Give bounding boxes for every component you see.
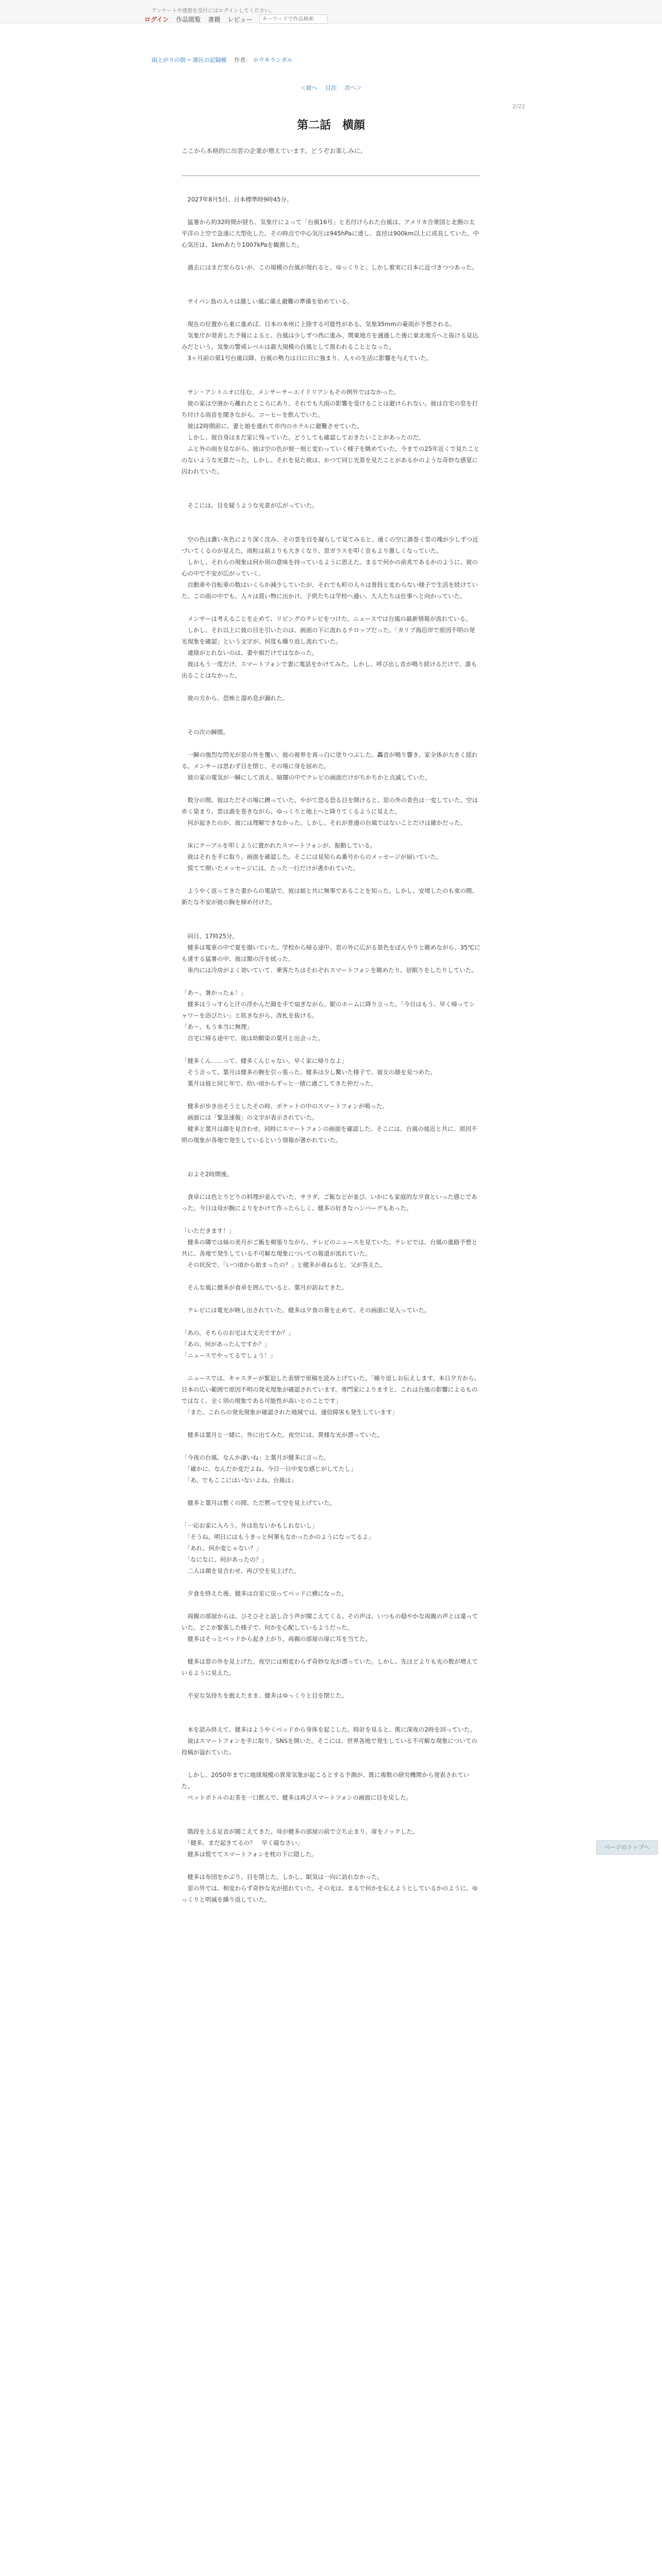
body-paragraph: そう言って、葉月は健多の腕を引っ張った。健多は少し驚いた様子で、彼女の顔を見つめた。 bbox=[181, 1069, 437, 1076]
body-paragraph: その次の瞬間。 bbox=[181, 728, 229, 736]
body-paragraph: 過去にはまだ至らないが、この規模の台風が現れると、ゆっくりと、しかし着実に日本に近づきつつあった。 bbox=[181, 264, 478, 271]
body-paragraph: 彼はもう一度だけ、スマートフォンで妻に電話をかけてみた。しかし、呼び出し音が鳴り続けるだけで、誰も出ることはなかった。 bbox=[181, 660, 477, 679]
body-paragraph: メンサーは考えることを止めて、リビングのテレビをつけた。ニュースでは台風の最新情報が流れている。 bbox=[181, 615, 472, 622]
blank-line bbox=[181, 704, 481, 715]
body-paragraph: 慌てて開いたメッセージには、たった一行だけが書かれていた。 bbox=[181, 865, 359, 872]
body-paragraph: 「また、これらの発光現象が確認された地域では、通信障害も発生しています」 bbox=[181, 1409, 398, 1416]
blank-line bbox=[181, 488, 481, 500]
blank-line bbox=[181, 1701, 481, 1713]
body-paragraph: 「今夜の台風、なんか凄いね」と葉月が健多に言った。 bbox=[181, 1454, 330, 1461]
blank-line bbox=[181, 1316, 481, 1327]
body-paragraph: 夕食を終えた後、健多は自室に戻ってベッドに横になった。 bbox=[181, 1590, 347, 1597]
body-paragraph: 彼の方から、恐怖と溜め息が漏れた。 bbox=[181, 694, 288, 702]
blank-line bbox=[181, 1440, 481, 1452]
body-paragraph: 自宅に帰る途中で、彼は幼馴染の葉月と出会った。 bbox=[181, 1035, 324, 1042]
novel-body bbox=[181, 194, 481, 1905]
body-paragraph: 健多は葉月と一緒に、外に出てみた。夜空には、異様な光が漂っていた。 bbox=[181, 1431, 383, 1438]
blank-line bbox=[181, 1180, 481, 1191]
body-paragraph: 「あの、そちらのお宅は大丈夫ですか？」 bbox=[181, 1329, 294, 1336]
body-paragraph: しかし、2050年までに地球規模の異常気象が起こるとする予測が、既に複数の研究機関から発表されていた。 bbox=[181, 1771, 470, 1790]
episode-pager bbox=[289, 83, 373, 92]
body-paragraph: 健多は慌ててスマートフォンを枕の下に隠した。 bbox=[181, 1851, 318, 1858]
blank-line bbox=[181, 1679, 481, 1690]
body-paragraph: 健多の隣では妹の美月がご飯を頬張りながら、テレビのニュースを見ていた。テレビでは、台風の進路予想と共に、各地で発生している不可解な現象についての報道が流れていた。 bbox=[181, 1239, 477, 1257]
work-title-link[interactable]: 雨上がりの街 ─ 港区の記録帳 bbox=[152, 57, 227, 63]
body-paragraph: 彼は2時間前に、妻と娘を連れて市内のホテルに避難させていた。 bbox=[181, 422, 363, 430]
body-paragraph: 「あ〜、暑かったぁ！」 bbox=[181, 989, 247, 996]
nav-works[interactable]: 作品閲覧 bbox=[176, 15, 201, 23]
blank-line bbox=[181, 364, 481, 375]
login-notice bbox=[152, 6, 275, 14]
body-paragraph: 彼はそれを手に取り、画面を確認した。そこには見知らぬ番号からのメッセージが届いていた。 bbox=[181, 853, 442, 860]
body-paragraph: サン・アントニオに住む、メンサーサーエイドリアンもその例外ではなかった。 bbox=[181, 388, 400, 396]
body-paragraph: 健多と葉月は顔を見合わせ、同時にスマートフォンの画面を確認した。そこには、台風の接近と共に、原因不明の現象が各地で発生しているという情報が書かれていた。 bbox=[181, 1125, 477, 1144]
blank-line bbox=[181, 976, 481, 987]
blank-line bbox=[181, 375, 481, 386]
blank-line bbox=[181, 1758, 481, 1769]
body-paragraph: 健多は窓の外を見上げた。夜空には相変わらず奇妙な光が漂っていた。しかし、先ほどよりも光の数が増えているように見えた。 bbox=[181, 1658, 478, 1676]
body-paragraph: ふと外の雨を見ながら、彼は空の色が刻一刻と変わっていく様子を眺めていた。今までの25年近くで見たことのないような光景だった。しかし、それを見た彼は、かつて同じ光景を見たことがあるかのような奇妙な感覚に囚われていた。 bbox=[181, 445, 480, 475]
blank-line bbox=[181, 1577, 481, 1588]
body-paragraph: 両親の部屋からは、ひそひそと話し合う声が聞こえてくる。その声は、いつもの穏やかな両親の声とは違っていた。どこか緊張した様子で、何かを心配しているようだった。 bbox=[181, 1613, 478, 1631]
body-paragraph: 現在の位置から東に進めば、日本の本州に上陸する可能性がある。気象35mmの豪雨が予想される。 bbox=[181, 320, 456, 328]
body-paragraph: しかし、それらの現象は何か別の意味を持っているように思えた。まるで何かの前兆であるかのように、彼の心の中で不安が広がっていく。 bbox=[181, 558, 478, 577]
blank-line bbox=[181, 1509, 481, 1520]
body-paragraph: 車内には冷房がよく効いていて、乗客たちはそれぞれスマートフォンを眺めたり、居眠りをしたりしていた。 bbox=[181, 967, 477, 974]
blank-line bbox=[181, 738, 481, 749]
author-prefix: 作者： bbox=[234, 57, 252, 63]
toc-link[interactable]: 目次 bbox=[325, 84, 337, 91]
blank-line bbox=[181, 1713, 481, 1724]
blank-line bbox=[181, 919, 481, 930]
author-label bbox=[228, 57, 251, 63]
body-paragraph: 本を読み終えて、健多はようやくベッドから身体を起こした。時計を見ると、既に深夜の2時を回っていた。 bbox=[181, 1726, 476, 1733]
body-paragraph: 2027年8月5日、日本標準時9時45分。 bbox=[181, 196, 293, 203]
body-paragraph: 「健多くん……って、健多くんじゃない。早く家に帰りなよ」 bbox=[181, 1057, 347, 1064]
login-notice-text: アンケートや感想を受付にはログインしてください。 bbox=[152, 8, 275, 14]
body-paragraph: ようやく返ってきた妻からの電話で、彼は娘と共に無事であることを知った。しかし、安堵したのも束の間、新たな不安が彼の胸を締め付けた。 bbox=[181, 887, 478, 906]
blank-line bbox=[181, 783, 481, 794]
blank-line bbox=[181, 250, 481, 262]
body-paragraph: 連絡がとれないのは、妻や娘だけではなかった。 bbox=[181, 649, 318, 656]
body-paragraph: 画面には「緊急速報」の文字が表示されていた。 bbox=[181, 1114, 318, 1121]
breadcrumb bbox=[152, 56, 293, 64]
body-paragraph: 何が起きたのか、彼には理解できなかった。しかし、それが普通の台風ではないことだけは確かだった。 bbox=[181, 819, 466, 826]
body-paragraph: そんな風に健多が食卓を囲んでいると、葉月が訪ねてきた。 bbox=[181, 1284, 347, 1291]
body-paragraph: 不安な気持ちを抱えたまま、健多はゆっくりと目を閉じた。 bbox=[181, 1692, 347, 1699]
body-paragraph: ペットボトルのお茶を一口飲んで、健多は再びスマートフォンの画面に目を戻した。 bbox=[181, 1794, 412, 1801]
body-paragraph: 「健多、まだ起きてるの？ 早く寝なさい」 bbox=[181, 1839, 303, 1846]
body-paragraph: そこには、目を疑うような光景が広がっていた。 bbox=[181, 502, 318, 509]
blank-line bbox=[181, 1157, 481, 1168]
preface-divider bbox=[181, 175, 481, 176]
body-paragraph: しかし、彼自身はまだ家に残っていた。どうしても確認しておきたいことがあったのだ。 bbox=[181, 434, 425, 441]
body-paragraph: 「あ〜、もう本当に無理」 bbox=[181, 1023, 253, 1030]
body-paragraph: 健多はそっとベッドから起き上がり、両親の部屋の扉に耳を当てた。 bbox=[181, 1635, 371, 1642]
body-paragraph: 同日、17時25分。 bbox=[181, 933, 238, 940]
prev-episode-link[interactable]: ＜前へ bbox=[300, 84, 318, 91]
blank-line bbox=[181, 307, 481, 318]
body-paragraph: サイパン島の人々は激しい風に備え避難の準備を始めている。 bbox=[181, 298, 353, 305]
body-paragraph: テレビには電光が映し出されていた。健多は夕食の箸を止めて、その画面に見入っていた。 bbox=[181, 1307, 431, 1314]
global-nav bbox=[144, 15, 327, 23]
body-paragraph: 空の色は濃い灰色により深く沈み、その雲を目を凝らして見てみると、遠くの空に渦巻く雲の塊が少しずつ近づいてくるのが見えた。雨粒は前よりも大きくなり、窓ガラスを叩く音もより激しくなっていた。 bbox=[181, 536, 478, 554]
body-paragraph: 気象庁が発表した予報によると、台風は少しずつ西に進み、関東地方を通過した後に東北地方へと抜ける見込みだという。気象の警戒レベルは最大規模の台風として扱われることとなった。 bbox=[181, 332, 478, 350]
body-paragraph: 数分の間、彼はただその場に蹲っていた。やがて恐る恐る目を開けると、窓の外の景色は一変していた。空は赤く染まり、雲は渦を巻きながら、ゆっくりと地上へと降りてくるように見えた。 bbox=[181, 796, 478, 815]
blank-line bbox=[181, 1645, 481, 1656]
body-paragraph: 階段を上る足音が聞こえてきた。母が健多の部屋の前で立ち止まり、扉をノックした。 bbox=[181, 1828, 419, 1835]
body-paragraph: 3ヶ月前の第1号台風以降、台風の勢力は日に日に強まり、人々の生活に影響を与えていた。 bbox=[181, 354, 433, 362]
blank-line bbox=[181, 1214, 481, 1225]
body-paragraph: 自動車や自転車の数はいくらか減少していたが、それでも町の人々は普段と変わらない様子で生活を続けていた。この雨の中でも、人々は買い物に出かけ、子供たちは学校へ通い、大人たちは仕事へと向かっていた。 bbox=[181, 581, 478, 600]
episode-preface: ここから本格的に出雲の企業が増えています。どうぞお楽しみに。 bbox=[181, 147, 367, 155]
body-paragraph: 二人は顔を見合わせ、再び空を見上げた。 bbox=[181, 1567, 300, 1574]
login-link[interactable]: ログイン bbox=[144, 15, 169, 23]
body-paragraph: 「あれ、何か変じゃない？」 bbox=[181, 1545, 262, 1552]
blank-line bbox=[181, 908, 481, 919]
body-paragraph: 猛暑から約32時間が経ち、気象庁によって「台風16号」と名付けられた台風は、アメリカ合衆国と北側の太平洋の上空で急速に大型化した。その時点で中心気圧は945hPaに達し、直径は900km以上に成長していた。中心気圧は、1kmあたり1007kPaを観測した。 bbox=[181, 218, 479, 248]
blank-line bbox=[181, 1599, 481, 1611]
author-link[interactable]: ホウキランガル bbox=[253, 57, 293, 63]
body-paragraph: 「なになに、何があったの？」 bbox=[181, 1556, 268, 1563]
body-paragraph: 「ニュースでやってるでしょう！」 bbox=[181, 1352, 276, 1359]
blank-line bbox=[181, 1361, 481, 1372]
blank-line bbox=[181, 1146, 481, 1157]
blank-line bbox=[181, 205, 481, 216]
body-paragraph: ニュースでは、キャスターが緊迫した表情で原稿を読み上げていた。「繰り返しお伝えします。本日夕方から、日本の広い範囲で原因不明の発光現象が確認されています。専門家によりますと、これは台風の影響によるものではなく、全く別の現象である可能性が高いとのことです」 bbox=[181, 1375, 481, 1404]
blank-line bbox=[181, 273, 481, 284]
blank-line bbox=[181, 284, 481, 296]
episode-title: 第二話 横顔 bbox=[296, 118, 365, 132]
back-to-top-button[interactable]: ページのトップへ bbox=[596, 1840, 658, 1855]
body-paragraph: 窓の外では、相変わらず奇妙な光が揺れていた。その光は、まるで何かを伝えようとしているかのように、ゆっくりと明滅を繰り返していた。 bbox=[181, 1885, 478, 1903]
blank-line bbox=[181, 522, 481, 534]
body-paragraph: 床にテーブルを叩くように置かれたスマートフォンが、振動している。 bbox=[181, 842, 376, 849]
site-header bbox=[0, 0, 662, 23]
blank-line bbox=[181, 602, 481, 613]
body-paragraph: 「一応お家に入ろう。外は危ないかもしれないし」 bbox=[181, 1522, 318, 1529]
body-paragraph: しかし、それ以上に彼の目を引いたのは、画面の下に流れるテロップだった。「カリブ海沿岸で原因不明の発光現象を確認」という文字が、何度も繰り返し流れていた。 bbox=[181, 626, 475, 645]
body-paragraph: 健多はうっすらと汗の浮かんだ顔を手で扇ぎながら、駅のホームに降り立った。「今日はもう、早く帰ってシャワーを浴びたい」と呟きながら、改札を抜ける。 bbox=[181, 1001, 475, 1019]
body-paragraph: 一瞬の強烈な閃光が窓の外を覆い、彼の視界を真っ白に塗りつぶした。轟音が鳴り響き、家全体が大きく揺れる。メンサーは思わず目を閉じ、その場に身を屈めた。 bbox=[181, 751, 478, 770]
body-paragraph: 「そうね。明日にはもうきっと何事もなかったかのようになってるよ」 bbox=[181, 1533, 374, 1540]
body-paragraph: 彼の家の電気が一瞬にして消え、暗闇の中でテレビの画面だけがちかちかと点滅していた。 bbox=[181, 774, 431, 781]
body-paragraph: 彼の家は空港から離れたところにあり、それでも大雨の影響を受けることは避けられない。彼は自宅の窓を打ち付ける雨音を聞きながら、コーヒーを飲んでいた。 bbox=[181, 400, 478, 418]
body-paragraph: 食卓には色とりどりの料理が並んでいた。サラダ、ご飯などが並び、いかにも家庭的な夕食といった感じであった。今日は母が腕によりをかけて作ったらしく、健多の好きなハンバーグもあった。 bbox=[181, 1193, 477, 1212]
body-paragraph: 彼はスマートフォンを手に取り、SNSを開いた。そこには、世界各地で発生している不可解な現象についての投稿が溢れていた。 bbox=[181, 1737, 477, 1756]
body-paragraph: およそ2時間後。 bbox=[181, 1171, 233, 1178]
body-paragraph: 「いただきます！」 bbox=[181, 1227, 235, 1234]
blank-line bbox=[181, 1803, 481, 1815]
nav-books[interactable]: 書籍 bbox=[208, 15, 221, 23]
body-paragraph: 「あ、でもここにはいないよね、台風は」 bbox=[181, 1477, 297, 1484]
blank-line bbox=[181, 1860, 481, 1871]
body-paragraph: 健多は電車の中で夏を描いていた。学校から帰る途中、窓の外に広がる景色をぼんやりと眺めながら、35℃にも達する猛暑の中、彼は額の汗を拭った。 bbox=[181, 944, 481, 962]
blank-line bbox=[181, 511, 481, 522]
blank-line bbox=[181, 1418, 481, 1429]
page-number: 2/22 bbox=[512, 103, 525, 110]
blank-line bbox=[181, 477, 481, 488]
blank-line bbox=[181, 1486, 481, 1497]
body-paragraph: 健多が歩き出そうとしたその時、ポケットの中のスマートフォンが鳴った。 bbox=[181, 1103, 388, 1110]
blank-line bbox=[181, 828, 481, 840]
body-paragraph: その状況で、「いつ頃から始まったの？」と健多が尋ねると、父が答えた。 bbox=[181, 1261, 386, 1268]
blank-line bbox=[181, 1293, 481, 1304]
blank-line bbox=[181, 1815, 481, 1826]
blank-line bbox=[181, 715, 481, 726]
blank-line bbox=[181, 874, 481, 885]
search-input[interactable] bbox=[259, 14, 327, 24]
blank-line bbox=[181, 681, 481, 692]
blank-line bbox=[181, 1089, 481, 1100]
blank-line bbox=[181, 1270, 481, 1282]
body-paragraph: 葉月は彼と同じ年で、幼い頃からずっと一緒に過ごしてきた仲だった。 bbox=[181, 1080, 377, 1087]
next-episode-link[interactable]: 次へ＞ bbox=[344, 84, 362, 91]
nav-reviews[interactable]: レビュー bbox=[227, 15, 253, 23]
body-paragraph: 「あの、何があったんですか？」 bbox=[181, 1341, 270, 1348]
body-paragraph: 健多は布団をかぶり、目を閉じた。しかし、眠気は一向に訪れなかった。 bbox=[181, 1873, 383, 1880]
body-paragraph: 健多と葉月は暫くの間、ただ黙って空を見上げていた。 bbox=[181, 1499, 336, 1506]
blank-line bbox=[181, 1044, 481, 1055]
body-paragraph: 「確かに、なんだか変だよね。今日一日中変な感じがしてたし」 bbox=[181, 1465, 357, 1472]
